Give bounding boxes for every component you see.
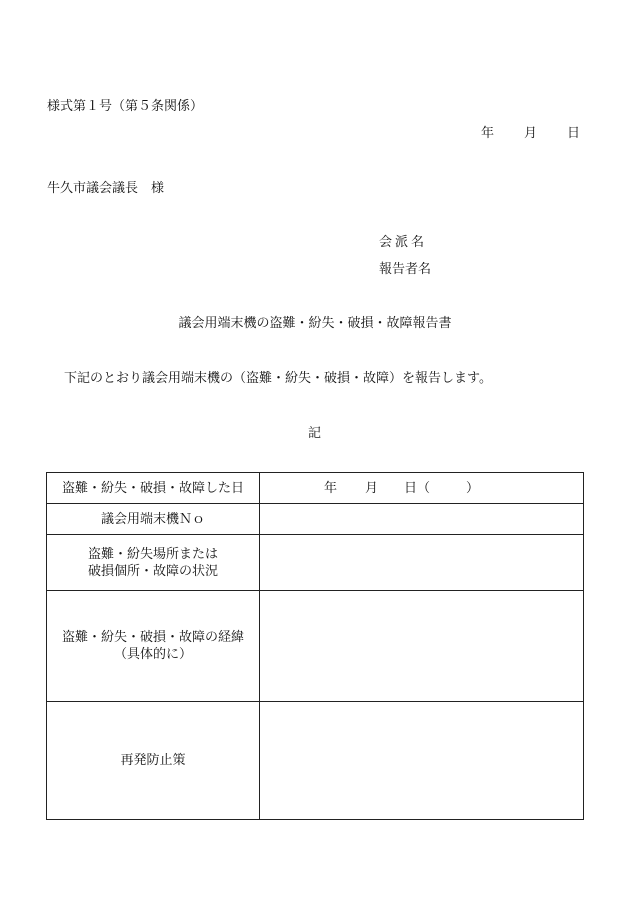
history-label	[47, 591, 260, 702]
history-label-line2: （具体的に）	[113, 647, 192, 662]
history-label-line1: 盗難・紛失・破損・故障の経緯	[61, 630, 244, 645]
terminal-no-field[interactable]	[260, 504, 584, 535]
table-row-history	[47, 591, 584, 702]
document-title: 議会用端末機の盗難・紛失・破損・故障報告書	[178, 316, 452, 331]
table-row-incident-date	[47, 473, 584, 504]
incident-date-day: 日（	[404, 480, 431, 496]
terminal-no-label: 議会用端末機Ｎｏ	[47, 504, 260, 535]
incident-date-field[interactable]	[260, 473, 584, 504]
ki-heading: 記	[308, 426, 322, 441]
incident-date-label: 盗難・紛失・破損・故障した日	[47, 473, 260, 504]
table-row-prevention	[47, 702, 584, 820]
prevention-label: 再発防止策	[47, 702, 260, 820]
incident-date-year: 年	[324, 480, 338, 496]
table-row-place	[47, 535, 584, 591]
place-label	[47, 535, 260, 591]
prevention-field[interactable]	[260, 702, 584, 820]
addressee: 牛久市議会議長 様	[47, 181, 165, 196]
place-label-line1: 盗難・紛失場所または	[87, 546, 218, 562]
table-row-terminal-no	[47, 504, 584, 535]
report-date-line	[481, 126, 580, 142]
date-year-label: 年	[481, 126, 495, 141]
report-table	[46, 472, 584, 820]
faction-label: 会派名	[379, 235, 428, 250]
place-label-line2: 破損個所・故障の状況	[87, 563, 218, 579]
body-text: 下記のとおり議会用端末機の（盗難・紛失・破損・故障）を報告します。	[64, 371, 492, 386]
incident-date-month: 月	[365, 480, 379, 496]
date-month-label: 月	[524, 126, 538, 141]
reporter-label: 報告者名	[379, 262, 432, 277]
place-field[interactable]	[260, 535, 584, 591]
form-number: 様式第１号（第５条関係）	[47, 99, 204, 114]
incident-date-close: ）	[466, 480, 480, 496]
date-day-label: 日	[567, 126, 581, 141]
history-field[interactable]	[260, 591, 584, 702]
